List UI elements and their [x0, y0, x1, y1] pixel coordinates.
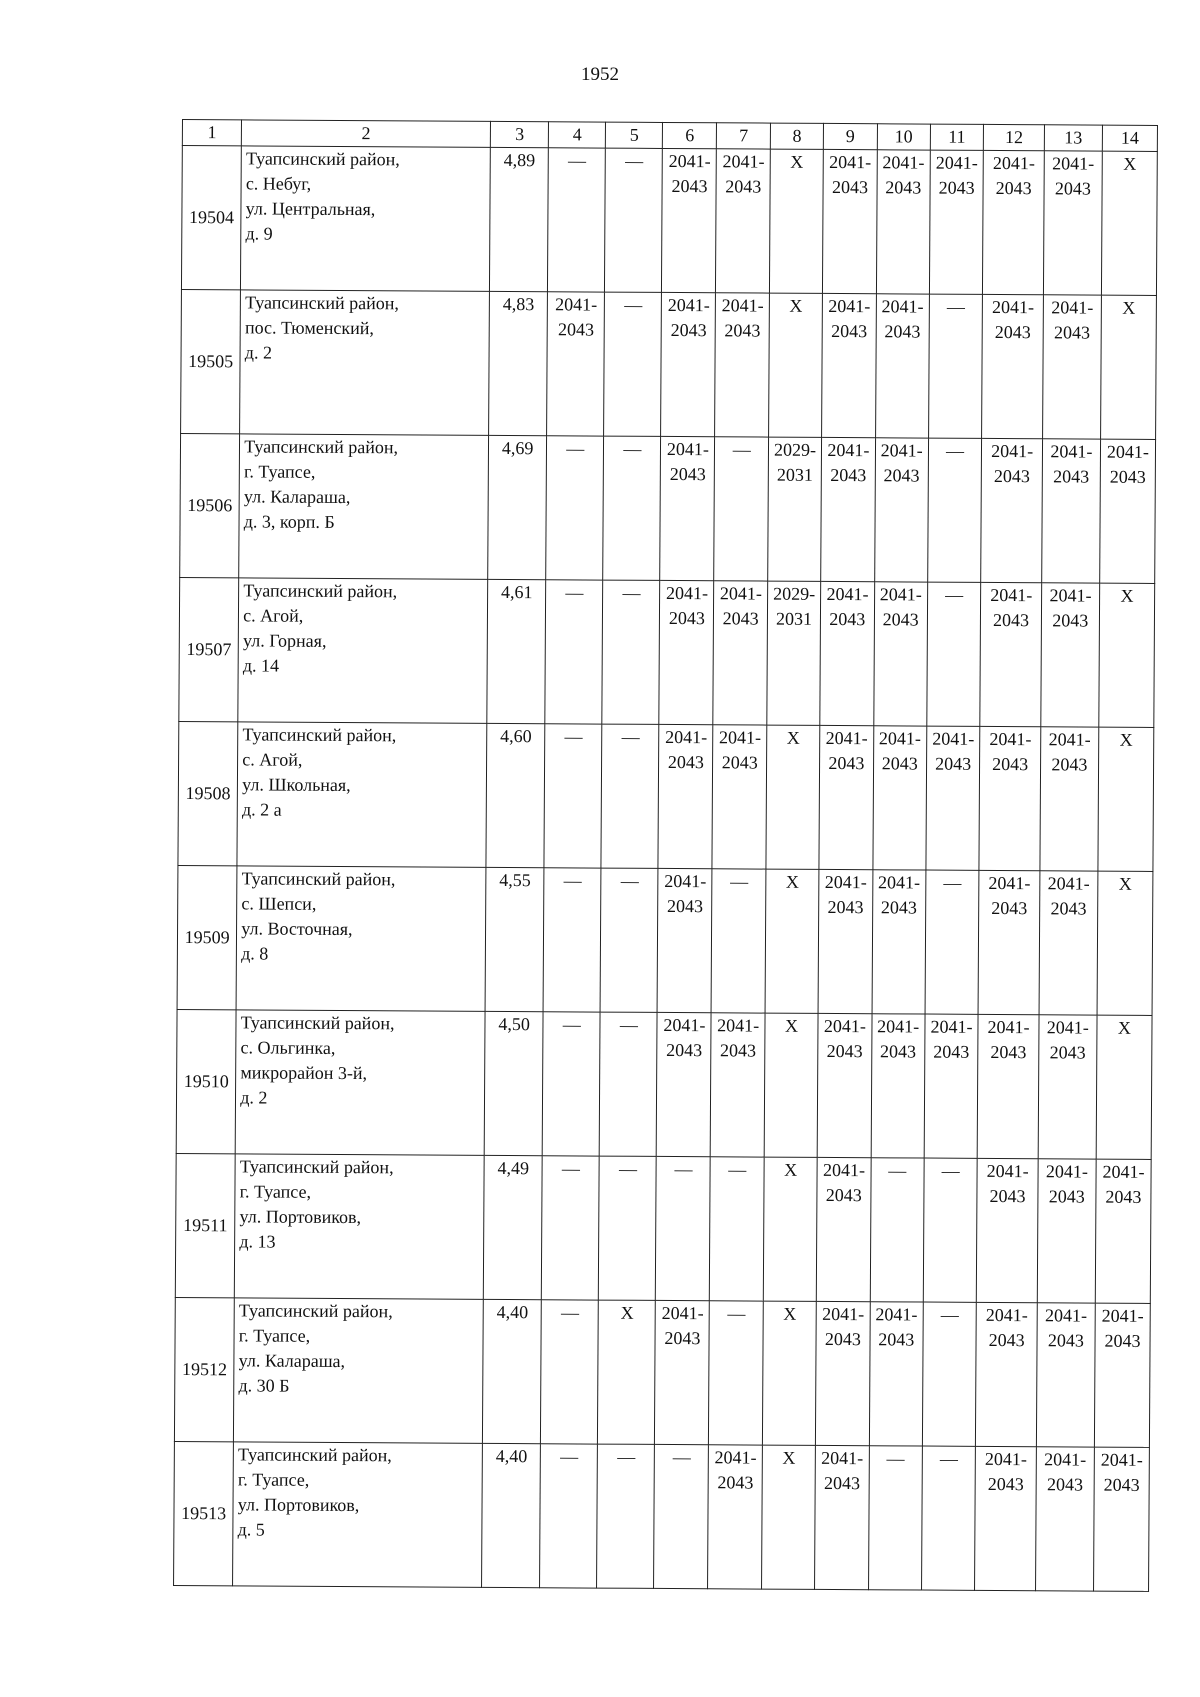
address-line: с. Ольгинка,	[240, 1037, 336, 1058]
table-row	[176, 1009, 1152, 1159]
address-cell	[237, 722, 487, 868]
address-line: Туапсинский район,	[242, 724, 397, 746]
address-line: ул. Горная,	[243, 630, 327, 651]
period-cell: 2041- 2043	[982, 294, 1043, 438]
period-cell: X	[1098, 727, 1154, 871]
column-header: 3	[490, 121, 548, 147]
period-cell: 2029- 2031	[767, 581, 821, 725]
address-line: ул. Портовиков,	[239, 1206, 362, 1228]
period-cell: —	[600, 1012, 658, 1156]
column-header: 14	[1102, 125, 1157, 151]
period-cell: 2041- 2043	[1039, 871, 1098, 1015]
address-line: с. Агой,	[242, 749, 303, 770]
period-cell: —	[546, 436, 604, 580]
row-id: 19506	[180, 433, 240, 577]
period-cell: 2041- 2043	[820, 581, 875, 725]
score-cell: 4,40	[483, 1299, 542, 1443]
period-cell: 2041- 2043	[819, 725, 874, 869]
address-line: д. 2	[244, 342, 273, 363]
period-cell: 2041- 2043	[658, 724, 713, 868]
period-cell: 2041- 2043	[1095, 1159, 1151, 1303]
period-cell: 2041- 2043	[1043, 151, 1102, 295]
period-cell: 2041- 2043	[875, 294, 929, 438]
address-line: д. 30 Б	[238, 1375, 290, 1396]
score-cell: 4,61	[487, 579, 546, 723]
period-cell: 2041- 2043	[978, 1014, 1039, 1158]
period-cell: 2041- 2043	[815, 1301, 870, 1445]
period-cell: 2041- 2043	[657, 1012, 712, 1156]
table-row	[175, 1153, 1151, 1303]
column-header: 6	[663, 122, 717, 148]
score-cell: 4,89	[490, 147, 549, 291]
table-row	[179, 577, 1155, 727]
period-cell: —	[714, 437, 769, 581]
period-cell: 2041- 2043	[926, 726, 981, 870]
period-cell: X	[1099, 583, 1155, 727]
period-cell: —	[543, 868, 601, 1012]
period-cell: —	[925, 870, 980, 1014]
period-cell: —	[921, 1446, 976, 1590]
address-line: Туапсинский район,	[241, 868, 396, 890]
address-line: д. 14	[242, 655, 280, 676]
address-line: микрорайон 3-й,	[240, 1062, 368, 1084]
score-cell: 4,49	[483, 1155, 542, 1299]
row-id: 19509	[177, 865, 237, 1009]
period-cell: X	[1101, 151, 1157, 295]
column-header: 8	[771, 123, 824, 149]
period-cell: 2041- 2043	[658, 868, 713, 1012]
period-cell: 2041- 2043	[1094, 1303, 1150, 1447]
period-cell: 2041- 2043	[715, 293, 770, 437]
period-cell: —	[541, 1300, 599, 1444]
period-cell: —	[545, 580, 603, 724]
period-cell: X	[765, 869, 819, 1013]
address-line: Туапсинский район,	[244, 436, 399, 458]
period-cell: X	[1101, 295, 1157, 439]
address-line: д. 5	[237, 1519, 265, 1540]
period-cell: 2041- 2043	[876, 150, 930, 294]
period-cell: X	[766, 725, 820, 869]
period-cell: —	[923, 1158, 978, 1302]
period-cell: —	[928, 294, 983, 438]
address-line: д. 3, корп. Б	[243, 511, 335, 532]
period-cell: 2041- 2043	[975, 1446, 1036, 1590]
period-cell: 2041- 2043	[1038, 1015, 1097, 1159]
period-cell: X	[762, 1445, 816, 1589]
address-line: ул. Портовиков,	[237, 1494, 360, 1516]
row-id: 19505	[181, 289, 241, 433]
score-cell: 4,40	[482, 1443, 541, 1587]
address-cell	[239, 434, 489, 580]
column-header: 11	[930, 124, 984, 150]
address-line: Туапсинский район,	[238, 1444, 392, 1466]
address-line: Туапсинский район,	[245, 292, 399, 314]
period-cell: X	[763, 1301, 817, 1445]
address-line: с. Шепси,	[241, 893, 317, 914]
address-line: д. 2	[240, 1087, 268, 1108]
period-cell: 2041- 2043	[822, 149, 877, 293]
period-cell: X	[1097, 871, 1153, 1015]
period-cell: —	[710, 1157, 765, 1301]
period-cell: X	[763, 1157, 817, 1301]
address-line: Туапсинский район,	[240, 1012, 395, 1034]
address-line: г. Туапсе,	[237, 1469, 310, 1490]
period-cell: 2041- 2043	[659, 580, 714, 724]
data-table	[173, 119, 1158, 1592]
row-id: 19508	[178, 721, 238, 865]
address-line: г. Туапсе,	[239, 1181, 312, 1202]
period-cell: 2041- 2043	[547, 292, 605, 436]
score-cell: 4,69	[488, 435, 547, 579]
period-cell: 2041- 2043	[873, 726, 927, 870]
table-row	[181, 146, 1157, 296]
period-cell: 2041- 2043	[872, 870, 926, 1014]
period-cell: —	[540, 1444, 598, 1588]
table-row	[174, 1297, 1150, 1447]
period-cell: —	[870, 1158, 924, 1302]
table-row	[178, 721, 1154, 871]
period-cell: 2041- 2043	[1093, 1447, 1149, 1591]
period-cell: —	[601, 724, 659, 868]
period-cell: 2041- 2043	[655, 1300, 710, 1444]
address-line: д. 8	[241, 943, 269, 964]
score-cell: 4,60	[486, 723, 545, 867]
period-cell: X	[770, 149, 824, 293]
period-cell: 2041- 2043	[712, 725, 767, 869]
address-line: ул. Калараша,	[243, 486, 351, 508]
period-cell: —	[605, 148, 663, 292]
period-cell: 2041- 2043	[710, 1013, 765, 1157]
column-header: 4	[549, 122, 606, 148]
address-cell	[236, 866, 486, 1012]
address-cell	[234, 1298, 484, 1444]
period-cell: 2041- 2043	[983, 150, 1044, 294]
period-cell: 2041- 2043	[662, 148, 717, 292]
address-line: Туапсинский район,	[243, 580, 398, 602]
period-cell: —	[600, 868, 658, 1012]
period-cell: —	[927, 438, 982, 582]
period-cell: —	[604, 292, 662, 436]
period-cell: —	[602, 580, 660, 724]
period-cell: 2041- 2043	[977, 1158, 1038, 1302]
period-cell: 2041- 2043	[874, 582, 928, 726]
period-cell: X	[598, 1300, 656, 1444]
period-cell: —	[603, 436, 661, 580]
column-header: 9	[823, 123, 877, 149]
period-cell: 2041- 2043	[976, 1302, 1037, 1446]
table-body	[174, 146, 1158, 1592]
period-cell: 2041- 2043	[713, 581, 768, 725]
address-cell	[235, 1154, 485, 1300]
column-header: 5	[606, 122, 663, 148]
row-id: 19507	[179, 577, 239, 721]
period-cell: —	[711, 869, 766, 1013]
period-cell: —	[868, 1446, 922, 1590]
address-line: Туапсинский район,	[238, 1300, 393, 1322]
period-cell: 2041- 2043	[1100, 439, 1156, 583]
column-header: 10	[877, 124, 930, 150]
table-row	[177, 865, 1153, 1015]
period-cell: —	[597, 1444, 655, 1588]
period-cell: —	[922, 1302, 977, 1446]
period-cell: X	[769, 293, 823, 437]
period-cell: X	[1096, 1015, 1152, 1159]
period-cell: —	[654, 1444, 709, 1588]
address-cell	[235, 1010, 485, 1156]
period-cell: —	[656, 1156, 711, 1300]
period-cell: 2041- 2043	[979, 726, 1040, 870]
period-cell: 2041- 2043	[818, 869, 873, 1013]
column-header: 1	[182, 120, 241, 146]
column-header: 13	[1044, 125, 1102, 151]
period-cell: —	[544, 724, 602, 868]
row-id: 19504	[181, 146, 241, 290]
period-cell: 2029- 2031	[768, 437, 822, 581]
row-id: 19513	[174, 1441, 234, 1585]
address-line: с. Агой,	[243, 605, 304, 626]
column-header: 12	[984, 124, 1044, 150]
period-cell: 2041- 2043	[869, 1302, 923, 1446]
table-container	[173, 119, 1158, 1592]
address-line: ул. Центральная,	[245, 198, 376, 220]
period-cell: X	[764, 1013, 818, 1157]
period-cell: —	[542, 1156, 600, 1300]
period-cell: 2041- 2043	[816, 1157, 871, 1301]
period-cell: 2041- 2043	[1037, 1159, 1096, 1303]
page-number: 1952	[581, 64, 619, 85]
address-cell	[240, 290, 490, 436]
period-cell: 2041- 2043	[1041, 439, 1100, 583]
period-cell: —	[599, 1156, 657, 1300]
period-cell: 2041- 2043	[814, 1445, 869, 1589]
address-line: пос. Тюменский,	[244, 317, 374, 339]
period-cell: 2041- 2043	[661, 292, 716, 436]
address-line: ул. Калараша,	[238, 1350, 346, 1372]
table-row	[174, 1441, 1150, 1591]
address-cell	[241, 146, 491, 292]
score-cell: 4,83	[489, 291, 548, 435]
period-cell: 2041- 2043	[979, 870, 1040, 1014]
period-cell: 2041- 2043	[981, 438, 1042, 582]
row-id: 19512	[174, 1297, 234, 1441]
period-cell: 2041- 2043	[708, 1445, 763, 1589]
period-cell: 2041- 2043	[875, 438, 929, 582]
address-line: г. Туапсе,	[244, 461, 316, 482]
period-cell: 2041- 2043	[1042, 295, 1101, 439]
column-header: 7	[717, 123, 771, 149]
row-id: 19511	[175, 1153, 235, 1297]
score-cell: 4,50	[484, 1011, 543, 1155]
period-cell: 2041- 2043	[1036, 1303, 1095, 1447]
period-cell: 2041- 2043	[924, 1014, 979, 1158]
period-cell: —	[542, 1012, 600, 1156]
address-line: ул. Восточная,	[241, 918, 353, 940]
address-line: с. Небуг,	[245, 173, 312, 194]
address-line: Туапсинский район,	[239, 1156, 394, 1178]
address-line: д. 13	[239, 1231, 276, 1252]
period-cell: 2041- 2043	[929, 150, 984, 294]
period-cell: 2041- 2043	[1035, 1447, 1094, 1591]
address-line: ул. Школьная,	[242, 774, 351, 796]
address-line: Туапсинский район,	[245, 148, 400, 170]
table-row	[181, 289, 1157, 439]
period-cell: 2041- 2043	[716, 149, 771, 293]
period-cell: —	[548, 148, 606, 292]
address-line: д. 2 а	[241, 799, 282, 820]
period-cell: 2041- 2043	[660, 436, 715, 580]
table-row	[180, 433, 1156, 583]
address-line: г. Туапсе,	[238, 1325, 311, 1346]
period-cell: —	[926, 582, 981, 726]
period-cell: 2041- 2043	[822, 293, 877, 437]
address-cell	[238, 578, 488, 724]
period-cell: 2041- 2043	[817, 1013, 872, 1157]
period-cell: —	[709, 1301, 764, 1445]
column-header: 2	[242, 120, 491, 148]
period-cell: 2041- 2043	[1041, 583, 1100, 727]
period-cell: 2041- 2043	[821, 437, 876, 581]
score-cell: 4,55	[485, 867, 544, 1011]
address-line: д. 9	[245, 223, 273, 244]
row-id: 19510	[176, 1009, 236, 1153]
period-cell: 2041- 2043	[871, 1014, 925, 1158]
period-cell: 2041- 2043	[1040, 727, 1099, 871]
period-cell: 2041- 2043	[980, 582, 1041, 726]
address-cell	[233, 1442, 483, 1588]
